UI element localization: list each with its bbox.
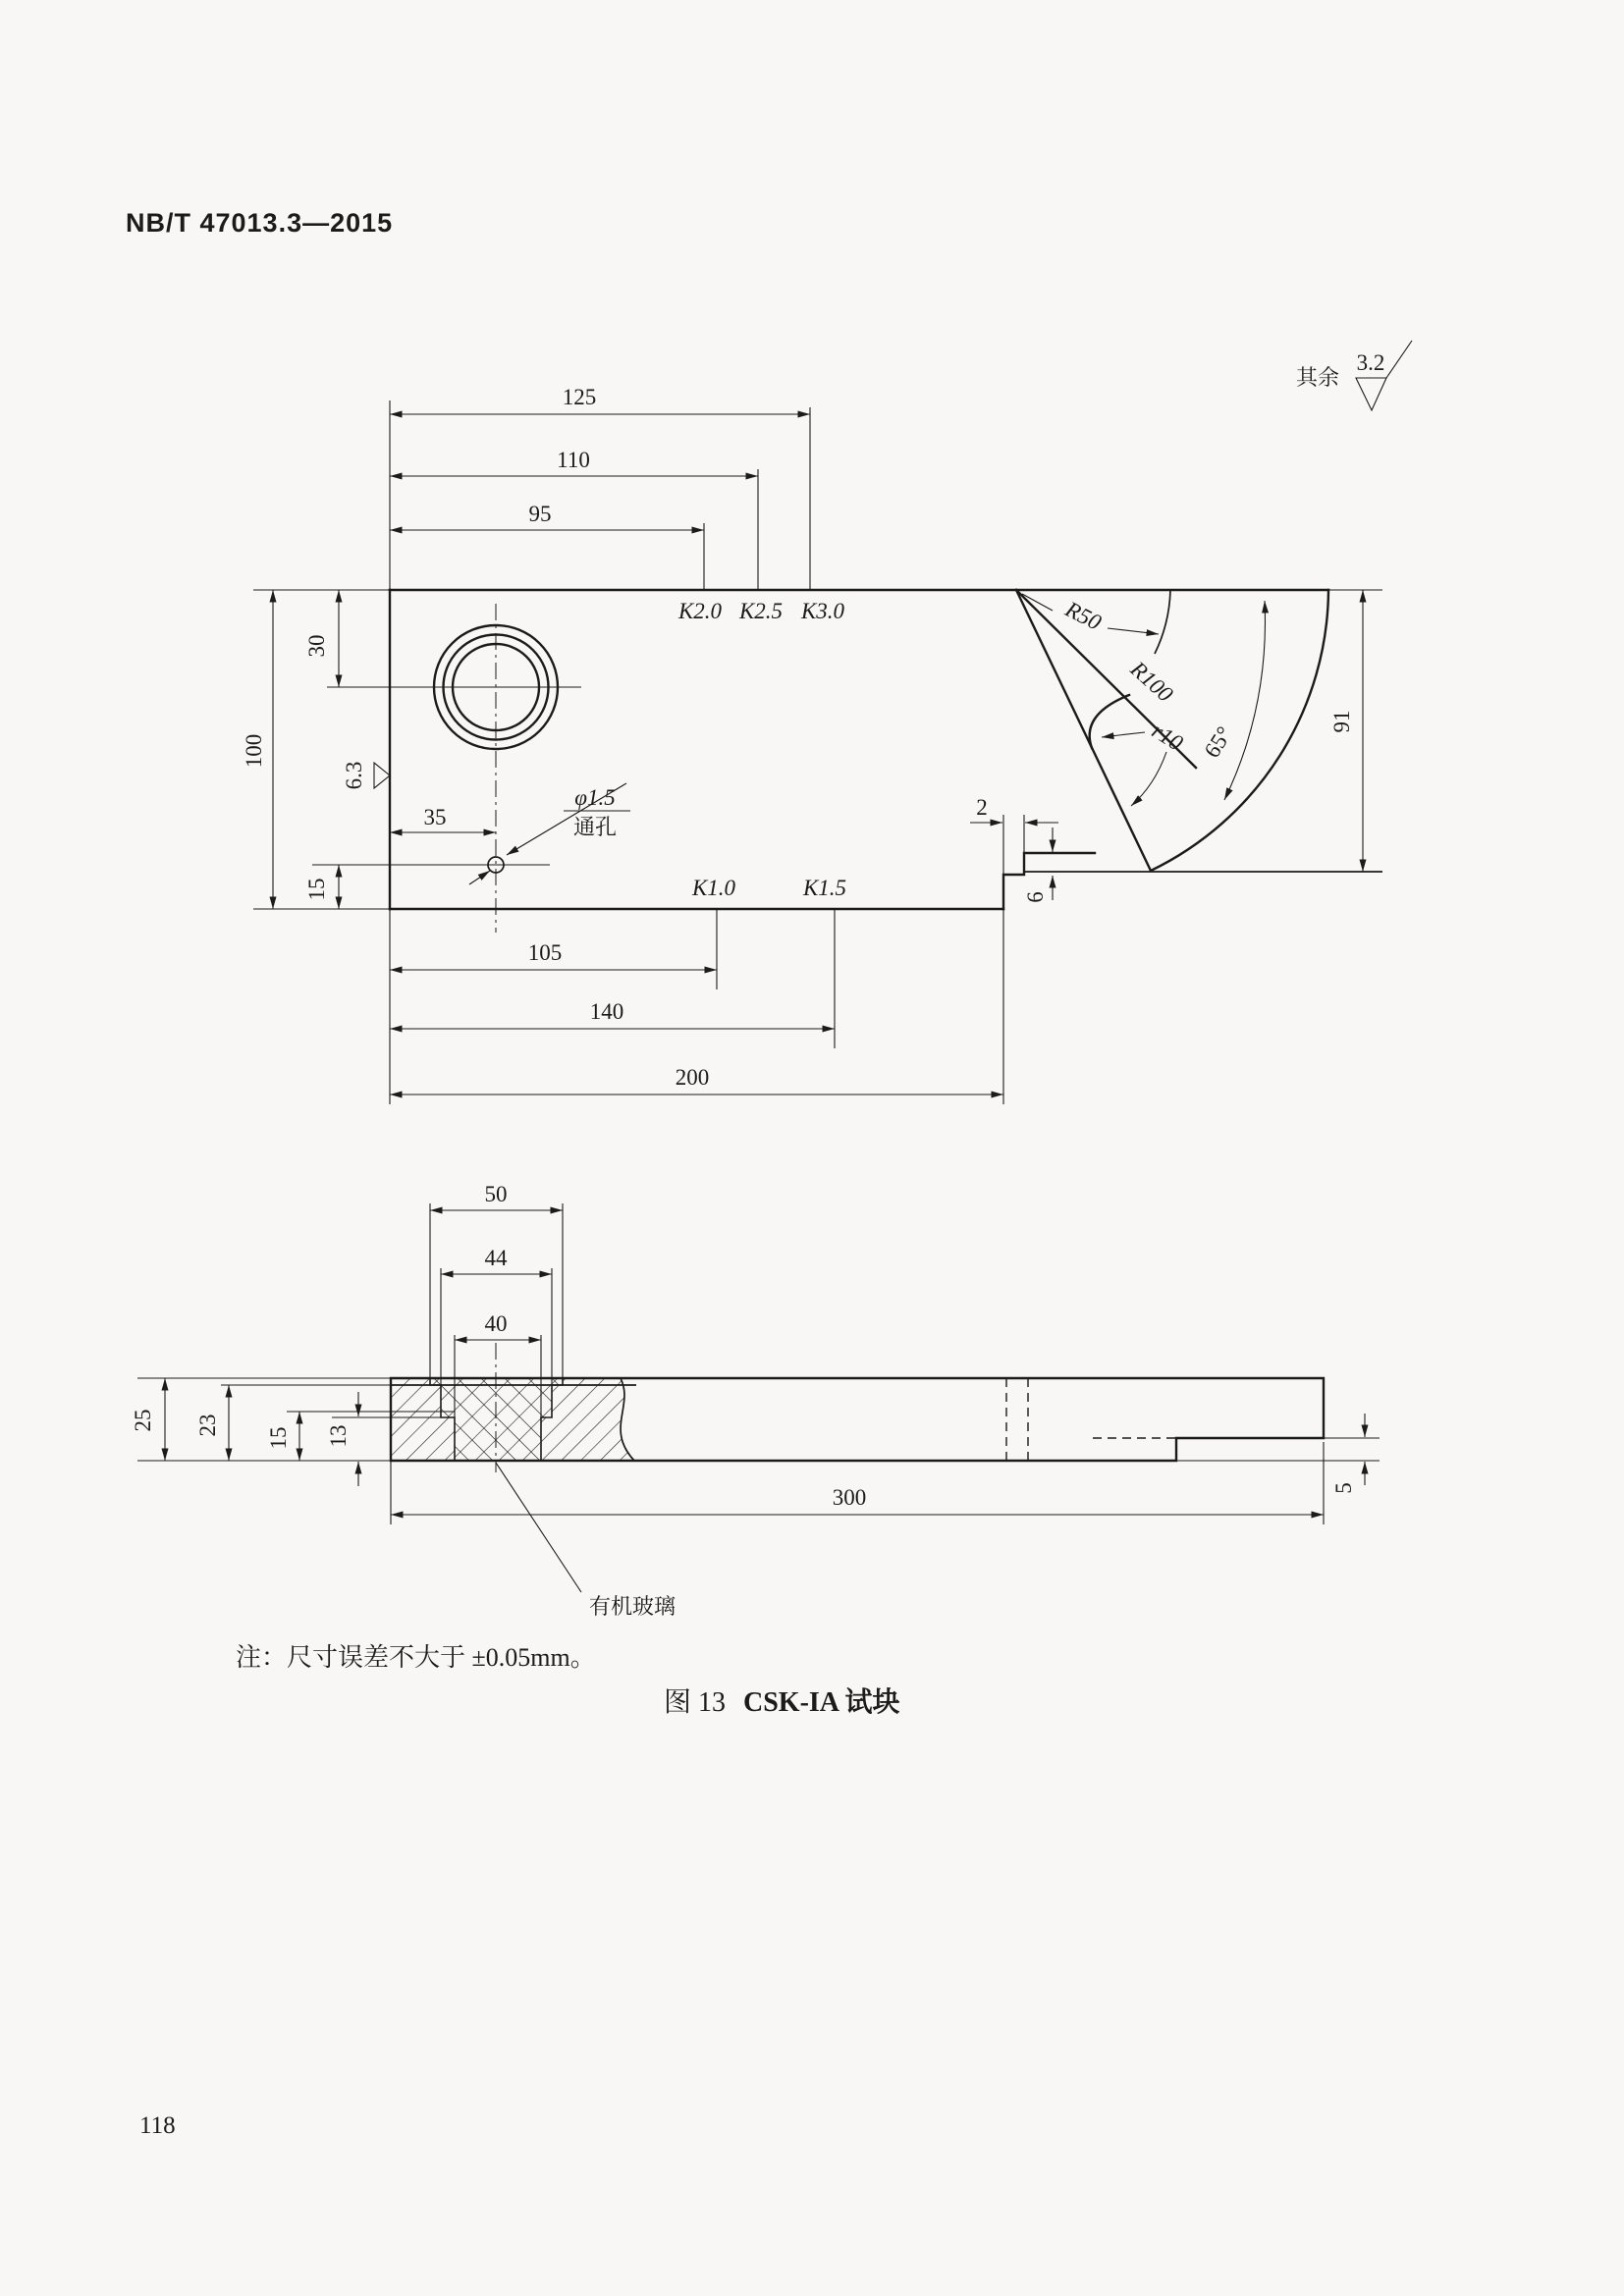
dim-30-label: 30 [304, 634, 329, 658]
dim-110-label: 110 [557, 448, 590, 472]
r10-leader-lower [1131, 752, 1166, 806]
right-step-notch [1003, 853, 1095, 909]
top-dim-extension-lines [390, 400, 810, 590]
standard-code-header: NB/T 47013.3—2015 [126, 208, 394, 238]
slant-edge-65deg [1016, 590, 1151, 871]
r100-label: R100 [1125, 656, 1178, 707]
dim-50-label: 50 [484, 1182, 508, 1206]
r50-arc [1155, 590, 1170, 654]
dim-300-label: 300 [832, 1485, 867, 1510]
dim-105-label: 105 [527, 940, 563, 965]
dim-35-label: 35 [423, 805, 447, 829]
material-leader [496, 1463, 581, 1592]
r10-fillet-arc [1090, 695, 1129, 748]
local-roughness-symbol [342, 762, 390, 790]
dim-2-label: 2 [976, 795, 988, 820]
figure-caption [664, 1681, 900, 1720]
dim-23-label: 23 [195, 1414, 220, 1437]
side-dim-extension-lines [137, 1378, 1380, 1524]
k-label-k2.0: K2.0 [677, 599, 723, 623]
r50-leader-start [1022, 594, 1053, 611]
k-label-k3.0: K3.0 [800, 599, 845, 623]
hole-type-label: 通孔 [572, 815, 618, 839]
local-roughness-label: 6.3 [342, 761, 366, 790]
dim-15b-label: 15 [266, 1426, 291, 1450]
general-roughness-prefix-label: 其余 [1296, 365, 1340, 390]
general-roughness-value-label: 3.2 [1356, 350, 1385, 375]
general-roughness-symbol [1296, 341, 1412, 410]
r50-label: R50 [1061, 596, 1106, 635]
dim-91-label: 91 [1329, 710, 1354, 733]
figure-note: 注：尺寸误差不大于 ±0.05mm。 [236, 1643, 596, 1672]
dim-25-label: 25 [131, 1409, 155, 1432]
dim-44-label: 44 [484, 1246, 508, 1270]
hole-dia-label: φ1.5 [574, 785, 616, 810]
figure-caption-label: 图 13 [664, 1687, 727, 1718]
angle-65-label: 65° [1199, 721, 1237, 763]
side-view [131, 1182, 1380, 1619]
dim-13-label: 13 [326, 1424, 351, 1448]
dim-100-label: 100 [242, 733, 266, 769]
r10-leader-upper [1102, 732, 1145, 737]
material-label: 有机玻璃 [589, 1594, 677, 1619]
small-hole-callout [469, 783, 630, 884]
k-label-k1.0: K1.0 [691, 876, 736, 900]
hidden-notch-lines [1006, 1378, 1028, 1461]
dim-125-label: 125 [562, 385, 597, 409]
r50-leader-arrow [1108, 628, 1159, 634]
top-view [242, 385, 1382, 1104]
k-label-k1.5: K1.5 [802, 876, 847, 900]
notch-dim-extension-lines [1003, 815, 1024, 875]
dim-6-label: 6 [1023, 891, 1048, 903]
page-number: 118 [139, 2112, 176, 2139]
dim-95-label: 95 [528, 502, 552, 526]
dim-200-label: 200 [675, 1065, 710, 1090]
angle-65-dim-arc [1224, 601, 1265, 800]
figure-caption-title: CSK-IA 试块 [743, 1687, 900, 1718]
dim-140-label: 140 [589, 999, 624, 1024]
r10-label: r10 [1147, 718, 1188, 756]
dim-40-label: 40 [484, 1311, 508, 1336]
dim-5-label: 5 [1331, 1482, 1356, 1494]
k-label-k2.5: K2.5 [738, 599, 784, 623]
dim-15-label: 15 [304, 878, 329, 901]
